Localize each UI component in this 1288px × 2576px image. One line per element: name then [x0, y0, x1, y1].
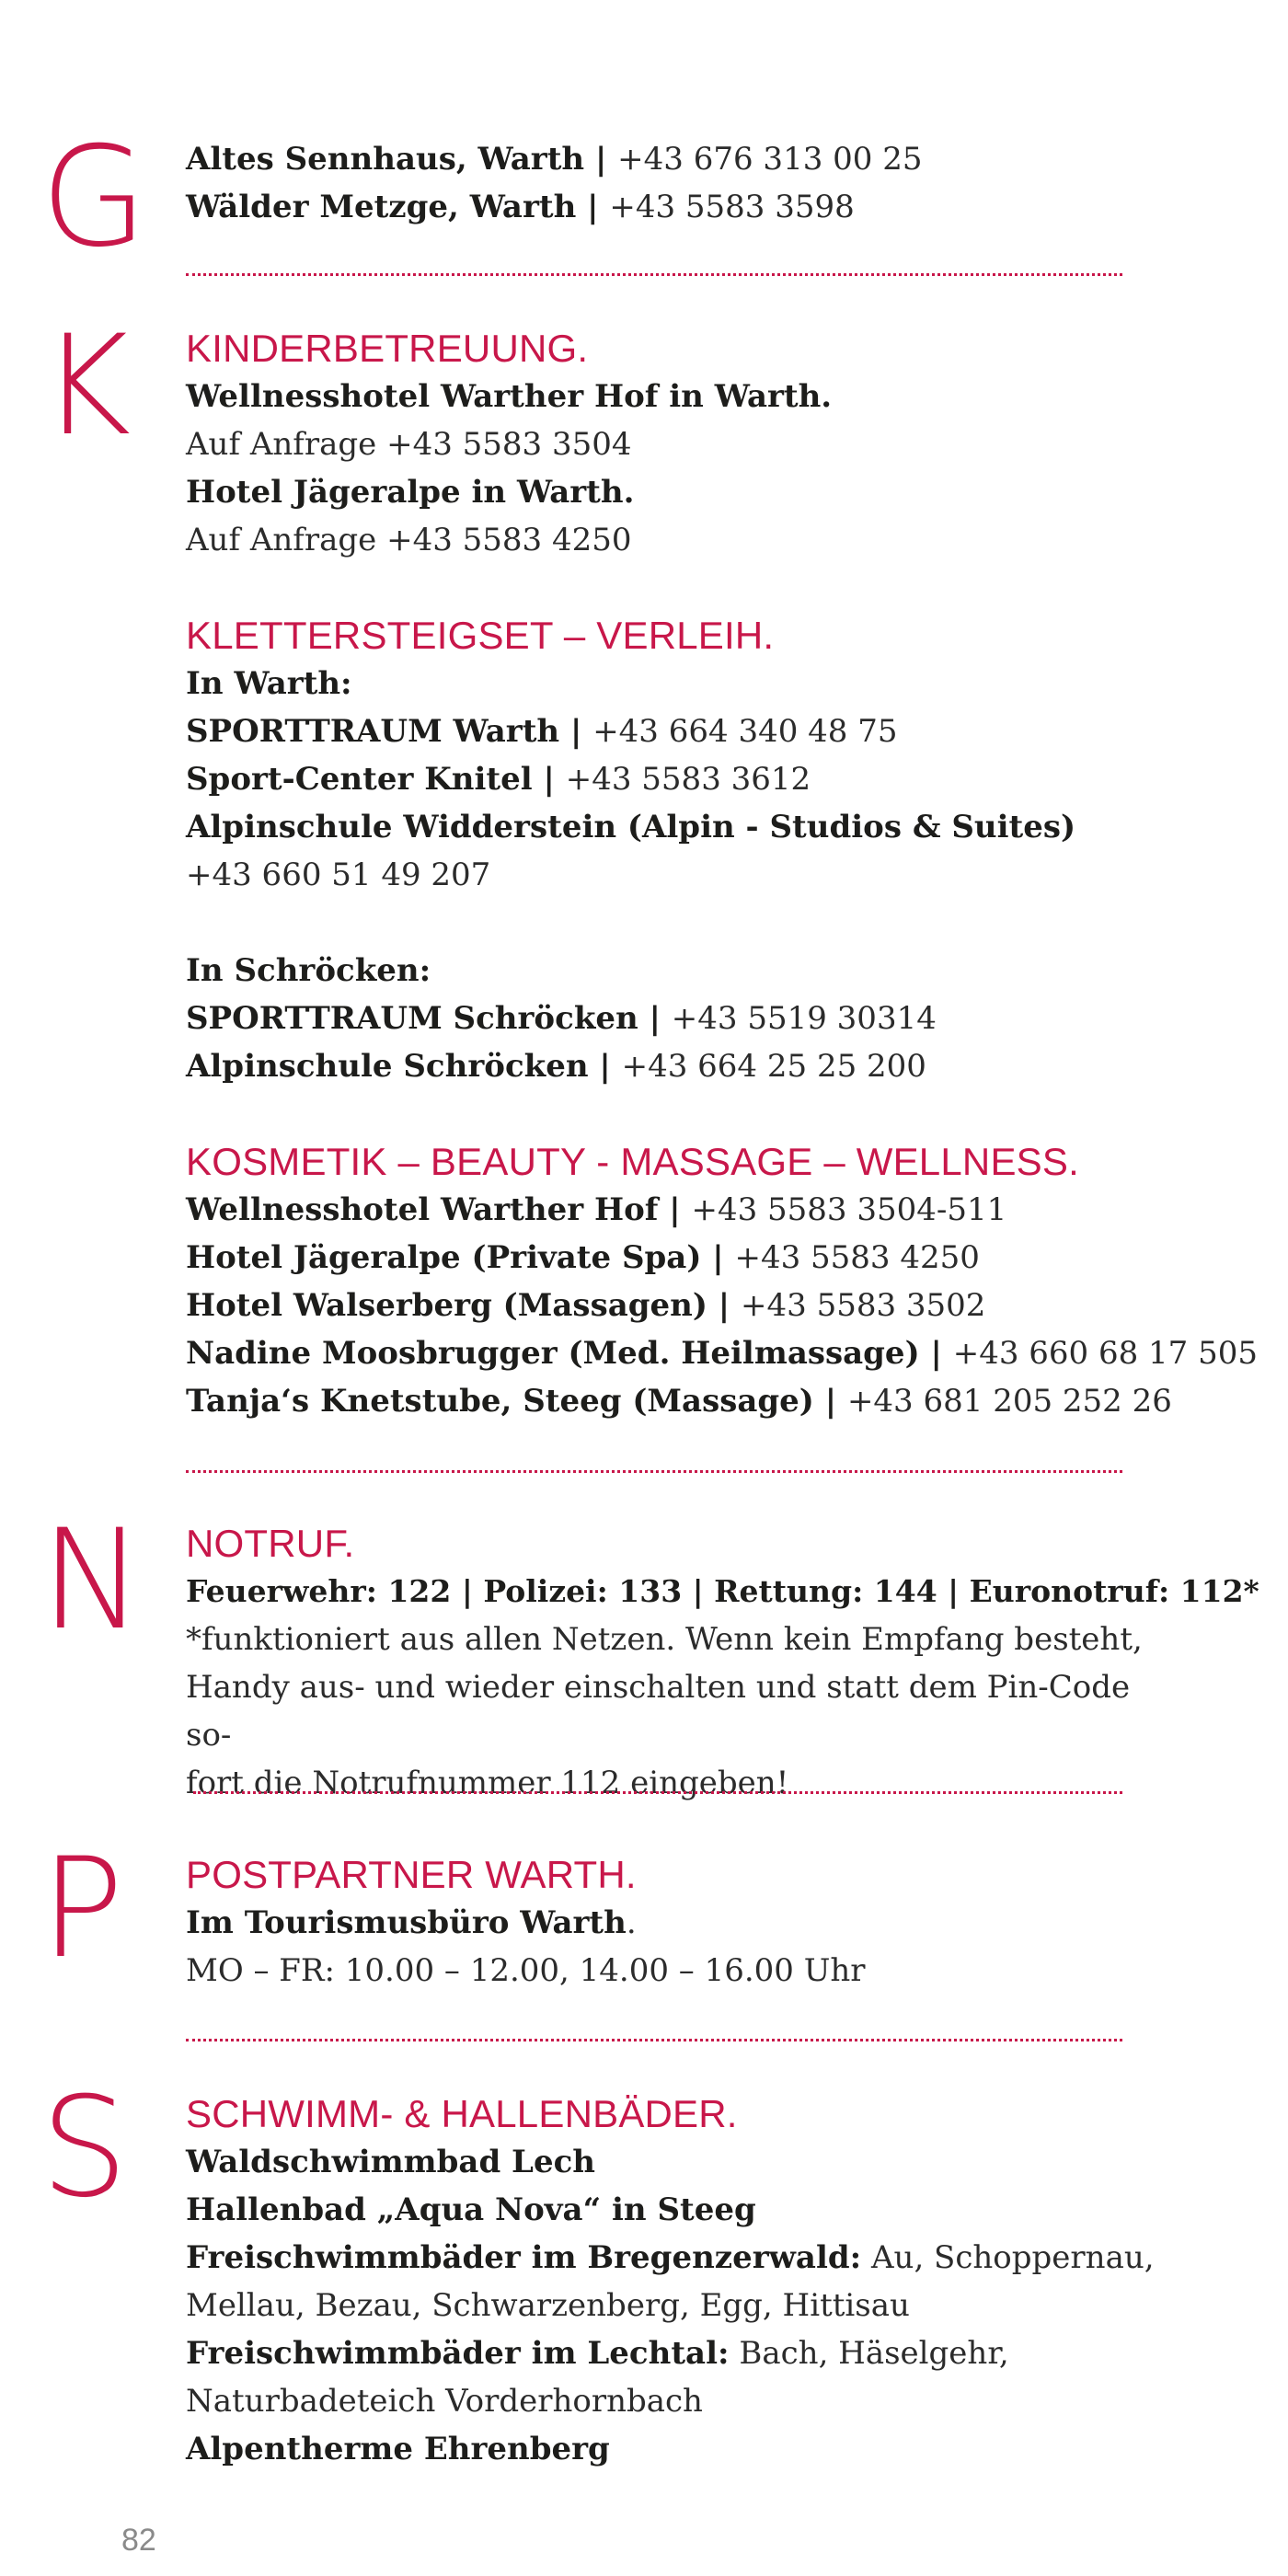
section-letter-p: P [40, 1829, 124, 1989]
emergency-note: *funktioniert aus allen Netzen. Wenn kein Empfang besteht, [186, 1621, 1143, 1658]
phone-number: +43 5583 3504-511 [691, 1191, 1007, 1228]
heading-klettersteigset: KLETTERSTEIGSET – VERLEIH. [186, 614, 775, 657]
list-item: Sport-Center Knitel | +43 5583 3612 [186, 761, 811, 798]
heading-kosmetik: KOSMETIK – BEAUTY - MASSAGE – WELLNESS. [186, 1140, 1079, 1183]
location-label: In Schröcken: [186, 952, 431, 989]
emergency-note: fort die Notrufnummer 112 eingeben! [186, 1765, 789, 1801]
list-item: Hallenbad „Aqua Nova“ in Steeg [186, 2191, 756, 2228]
heading-schwimmbaeder: SCHWIMM- & HALLENBÄDER. [186, 2092, 738, 2135]
heading-notruf: NOTRUF. [186, 1522, 355, 1565]
heading-kinderbetreuung: KINDERBETREUUNG. [186, 327, 589, 370]
n-section [186, 1520, 1259, 1807]
gastronomy-block [186, 135, 1179, 231]
dotted-divider [193, 1791, 1122, 1794]
list-item: Nadine Moosbrugger (Med. Heilmassage) | +43 660 68 17 505 [186, 1335, 1259, 1372]
phone-number: +43 660 68 17 505 [952, 1335, 1259, 1372]
phone-number: +43 5519 30314 [671, 1000, 937, 1037]
section-letter-k: K [40, 306, 132, 466]
s-section [186, 2090, 1179, 2473]
heading-postpartner: POSTPARTNER WARTH. [186, 1853, 637, 1896]
dotted-divider [186, 2039, 1122, 2041]
phone-number: +43 664 25 25 200 [621, 1048, 926, 1085]
page-number: 82 [121, 2523, 156, 2558]
list-item-detail: Naturbadeteich Vorderhornbach [186, 2383, 703, 2420]
list-item: Hotel Jägeralpe in Warth. [186, 474, 635, 511]
list-item: SPORTTRAUM Schröcken | +43 5519 30314 [186, 1000, 937, 1037]
phone-number: +43 664 340 48 75 [592, 713, 898, 750]
section-letter-n: N [40, 1501, 144, 1661]
phone-number: +43 5583 3598 [609, 189, 855, 225]
list-item: Alpinschule Schröcken | +43 664 25 25 200 [186, 1048, 926, 1085]
phone-number: +43 676 313 00 25 [617, 141, 923, 178]
list-item: Tanja‘s Knetstube, Steeg (Massage) | +43 681 205 252 26 [186, 1383, 1172, 1420]
list-item-detail: Auf Anfrage +43 5583 4250 [186, 522, 632, 558]
phone-number: +43 5583 3502 [741, 1287, 986, 1324]
list-item: Wellnesshotel Warther Hof | +43 5583 3504-511 [186, 1191, 1007, 1228]
emergency-note: Handy aus- und wieder einschalten und statt dem Pin-Code so- [186, 1669, 1131, 1754]
section-letter-g: G [40, 118, 148, 278]
location-label: In Warth: [186, 665, 352, 702]
list-item: Waldschwimmbad Lech [186, 2144, 596, 2180]
phone-number: +43 5583 4250 [734, 1239, 980, 1276]
phone-number: +43 5583 3612 [565, 761, 811, 798]
list-item: Alpentherme Ehrenberg [186, 2431, 610, 2467]
list-item: Alpinschule Widderstein (Alpin - Studios & Suites) [186, 809, 1076, 845]
dotted-divider [186, 1470, 1122, 1473]
list-item: Wälder Metzge, Warth | +43 5583 3598 [186, 189, 855, 225]
dotted-divider [186, 273, 1122, 276]
list-item: Hotel Jägeralpe (Private Spa) | +43 5583 4250 [186, 1239, 980, 1276]
section-letter-s: S [40, 2068, 129, 2228]
list-item: SPORTTRAUM Warth | +43 664 340 48 75 [186, 713, 898, 750]
emergency-numbers: Feuerwehr: 122 | Polizei: 133 | Rettung: 144 | Euronotruf: 112* [186, 1573, 1259, 1609]
list-item-detail: Auf Anfrage +43 5583 3504 [186, 426, 632, 463]
list-item: Hotel Walserberg (Massagen) | +43 5583 3502 [186, 1287, 986, 1324]
phone-number: +43 681 205 252 26 [846, 1383, 1172, 1420]
p-section [186, 1851, 1179, 1995]
opening-hours: MO – FR: 10.00 – 12.00, 14.00 – 16.00 Uhr [186, 1952, 866, 1989]
phone-number: +43 660 51 49 207 [186, 857, 491, 893]
list-item: Freischwimmbäder im Bregenzerwald: Au, Schoppernau, [186, 2239, 1155, 2276]
list-item: Wellnesshotel Warther Hof in Warth. [186, 378, 833, 415]
list-item: Altes Sennhaus, Warth | +43 676 313 00 25 [186, 141, 923, 178]
k-section [186, 325, 1259, 1425]
list-item: Im Tourismusbüro Warth. [186, 1904, 637, 1941]
list-item: Freischwimmbäder im Lechtal: Bach, Häselgehr, [186, 2335, 1009, 2372]
list-item-detail: Mellau, Bezau, Schwarzenberg, Egg, Hittisau [186, 2287, 910, 2324]
